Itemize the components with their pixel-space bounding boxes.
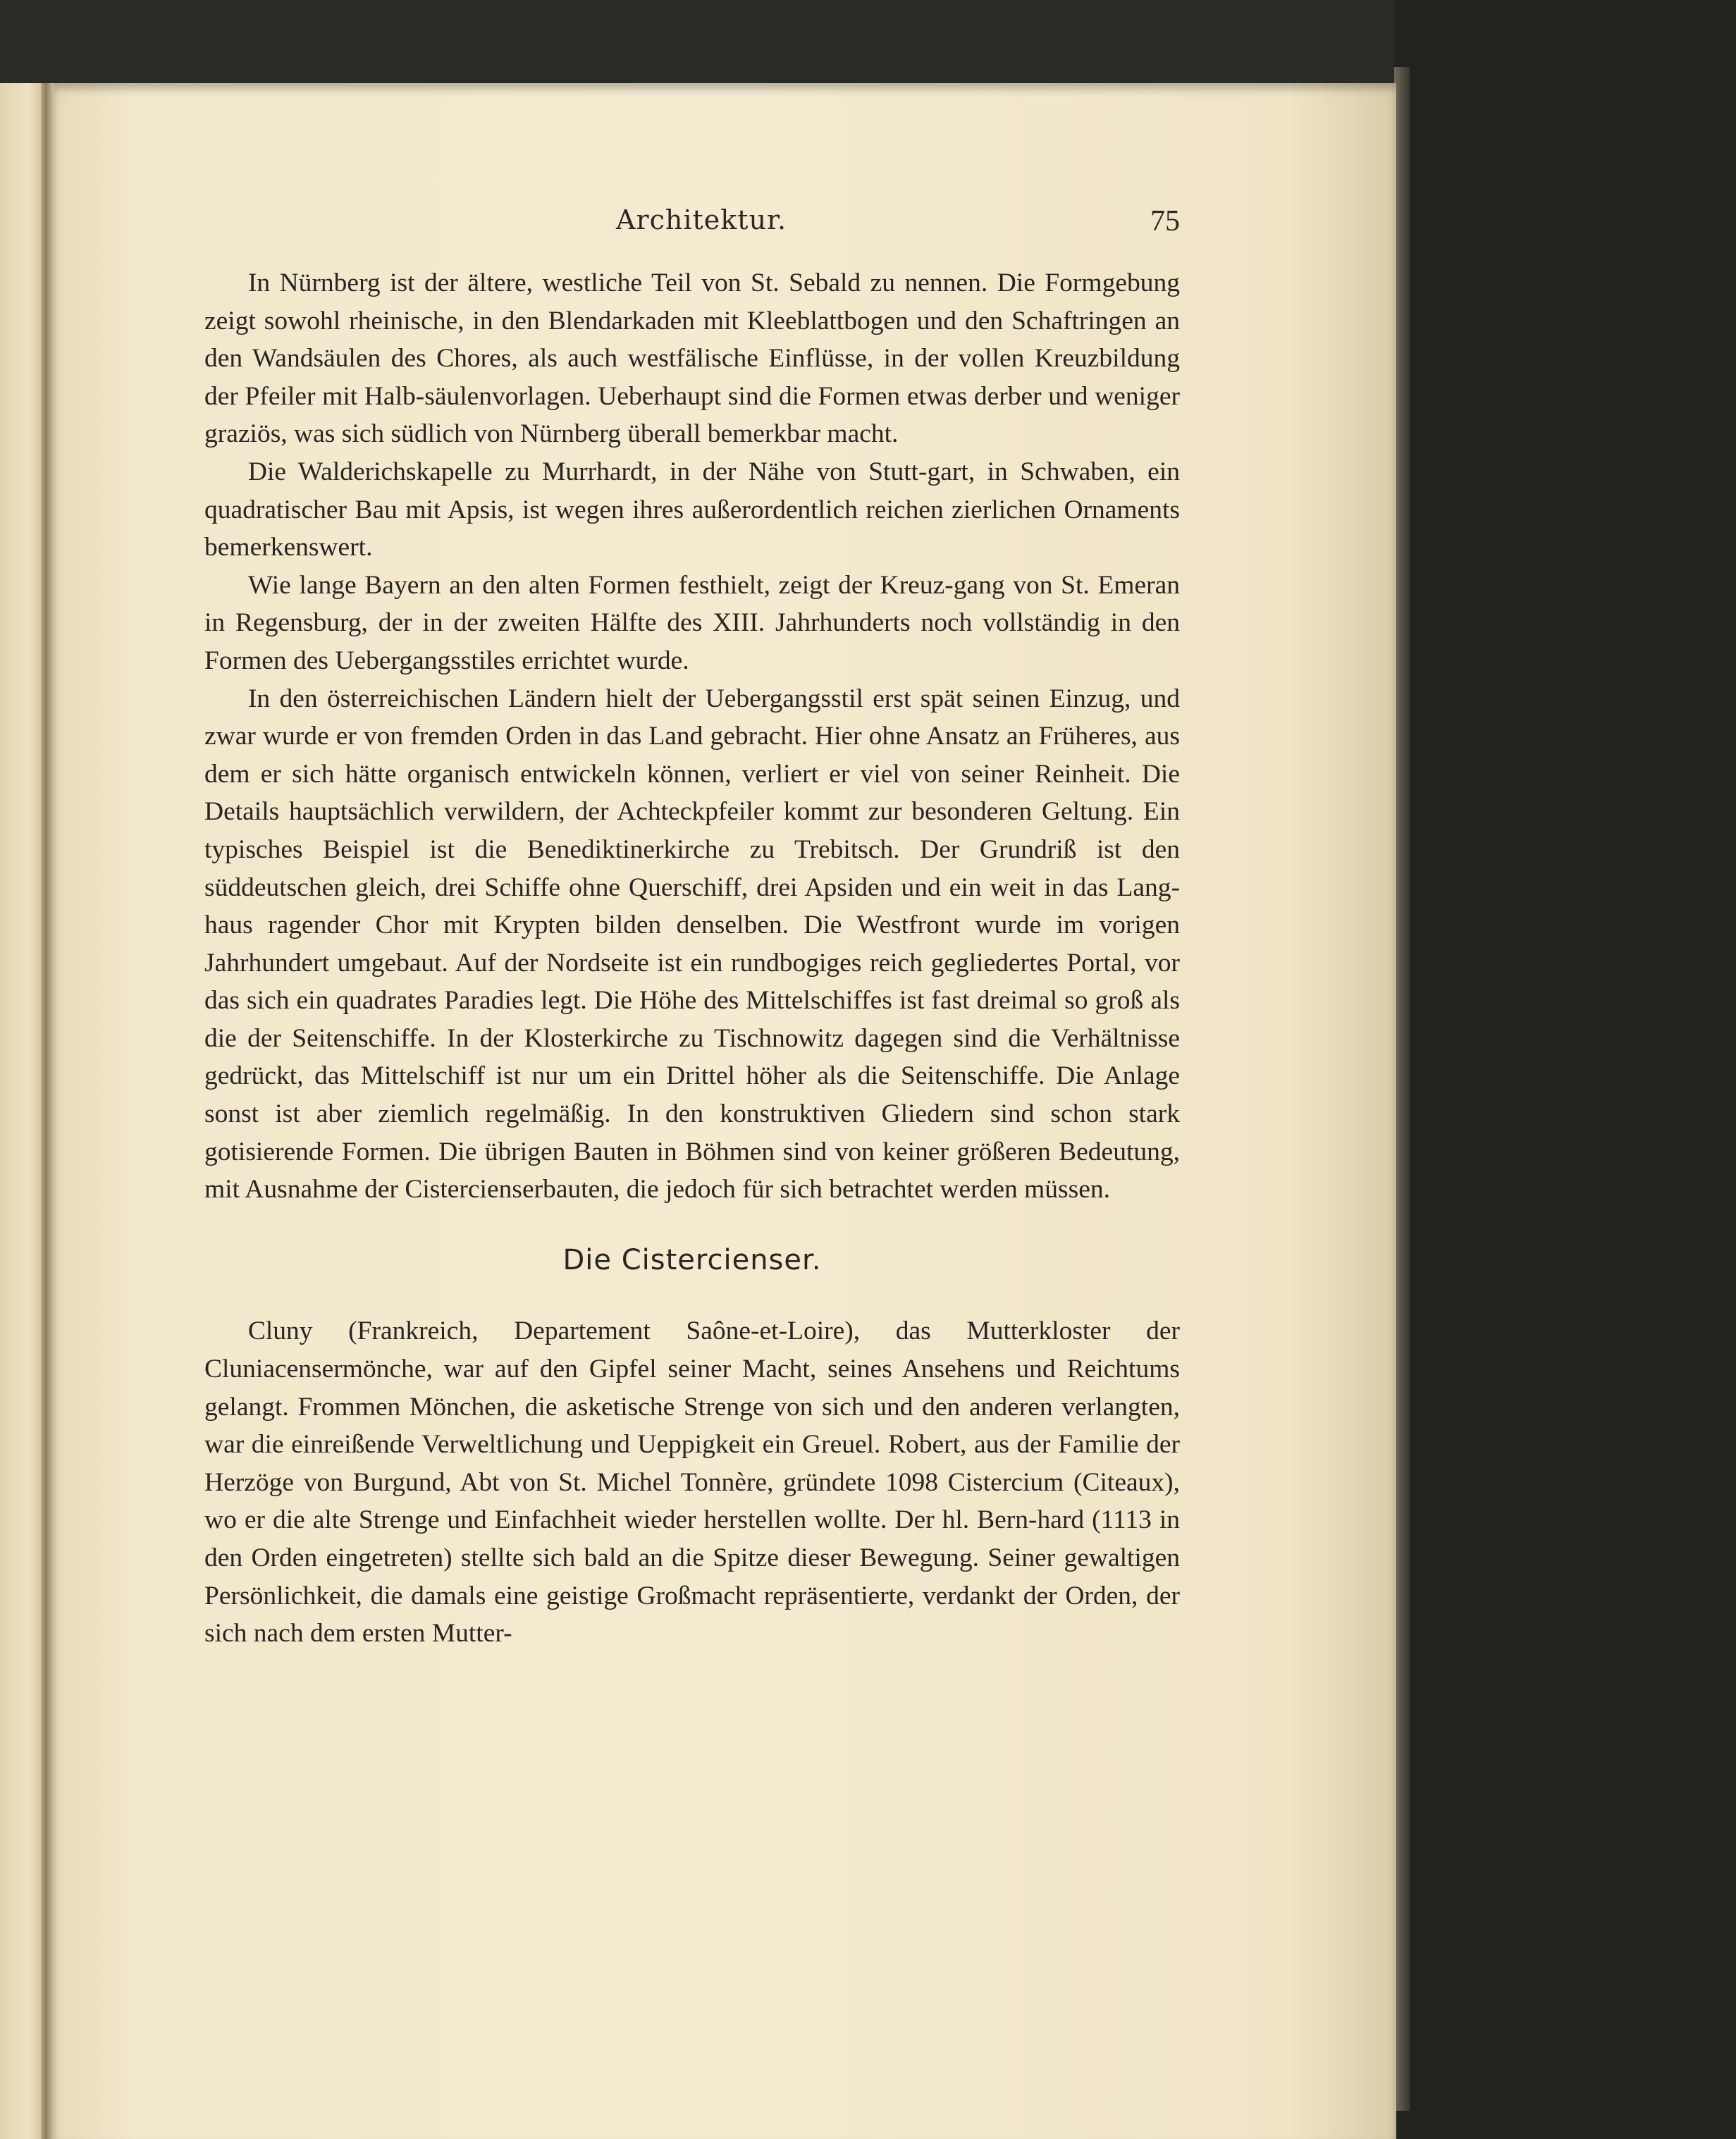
paragraph: In Nürnberg ist der ältere, westliche Teil von St. Sebald zu nennen. Die Formgebung zeigt sowohl rheinische, in den Blendarkaden mit Kleeblattbogen und den Schaftringen an den Wandsäulen des Chores, als auch westfälische Einflüsse, in der vollen Kreuzbildung der Pfeiler mit Halb-säulenvorlagen. Ueberhaupt sind die Formen etwas derber und weniger graziös, was sich südlich von Nürnberg überall bemerkbar macht. — [204, 269, 1180, 449]
section-heading: Die Cistercienser. — [562, 1243, 822, 1276]
body-text — [204, 264, 1180, 1653]
paragraph: Wie lange Bayern an den alten Formen festhielt, zeigt der Kreuz-gang von St. Emeran in Regensburg, der in der zweiten Hälfte des XIII. Jahrhunderts noch vollständig in den Formen des Uebergangsstiles errichtet wurde. — [204, 570, 1180, 675]
book-board-edge — [1394, 67, 1410, 2111]
book-cover-right — [1394, 0, 1736, 2139]
paragraph: Die Walderichskapelle zu Murrhardt, in der Nähe von Stutt-gart, in Schwaben, ein quadratischer Bau mit Apsis, ist wegen ihres außerordentlich reichen zierlichen Ornaments bemerkenswert. — [204, 457, 1180, 562]
paragraph: In den österreichischen Ländern hielt der Uebergangsstil erst spät seinen Einzug, und zwar wurde er von fremden Orden in das Land gebracht. Hier ohne Ansatz an Früheres, aus dem er sich hätte organisch entwickeln können, verliert er viel von seiner Reinheit. Die Details hauptsächlich verwildern, der Achteckpfeiler kommt zur besonderen Geltung. Ein typisches Beispiel ist die Benediktinerkirche zu Trebitsch. Der Grundriß ist den süddeutschen gleich, drei Schiffe ohne Querschiff, drei Apsiden und ein weit in das Lang-haus ragender Chor mit Krypten bilden denselben. Die Westfront wurde im vorigen Jahrhundert umgebaut. Auf der Nordseite ist ein rundbogiges reich gegliedertes Portal, vor das sich ein quadrates Paradies legt. Die Höhe des Mittelschiffes ist fast dreimal so groß als die der Seitenschiffe. In der Klosterkirche zu Tischnowitz dagegen sind die Verhältnisse gedrückt, das Mittelschiff ist nur um ein Drittel höher als die Seitenschiffe. Die Anlage sonst ist aber ziemlich regelmäßig. In den konstruktiven Gliedern sind schon stark gotisierende Formen. Die übrigen Bauten in Böhmen sind von keiner größeren Bedeutung, mit Ausnahme der Cistercienserbauten, die jedoch für sich betrachtet werden müssen. — [204, 684, 1180, 1204]
previous-page-edge — [0, 83, 41, 2139]
book-gutter — [41, 83, 54, 2139]
page-number: 75 — [1150, 205, 1180, 238]
running-head: Architektur. — [616, 204, 787, 235]
paragraph: Cluny (Frankreich, Departement Saône-et-Loire), das Mutterkloster der Cluniacensermönche, war auf den Gipfel seiner Macht, seines Ansehens und Reichtums gelangt. Frommen Mönchen, die asketische Strenge von sich und den anderen verlangten, war die einreißende Verweltlichung und Ueppigkeit ein Greuel. Robert, aus der Familie der Herzöge von Burgund, Abt von St. Michel Tonnère, gründete 1098 Cistercium (Citeaux), wo er die alte Strenge und Einfachheit wieder herstellen wollte. Der hl. Bern-hard (1113 in den Orden eingetreten) stellte sich bald an die Spitze dieser Bewegung. Seiner gewaltigen Persönlichkeit, die damals eine geistige Großmacht repräsentierte, verdankt der Orden, der sich nach dem ersten Mutter- — [204, 1317, 1180, 1648]
